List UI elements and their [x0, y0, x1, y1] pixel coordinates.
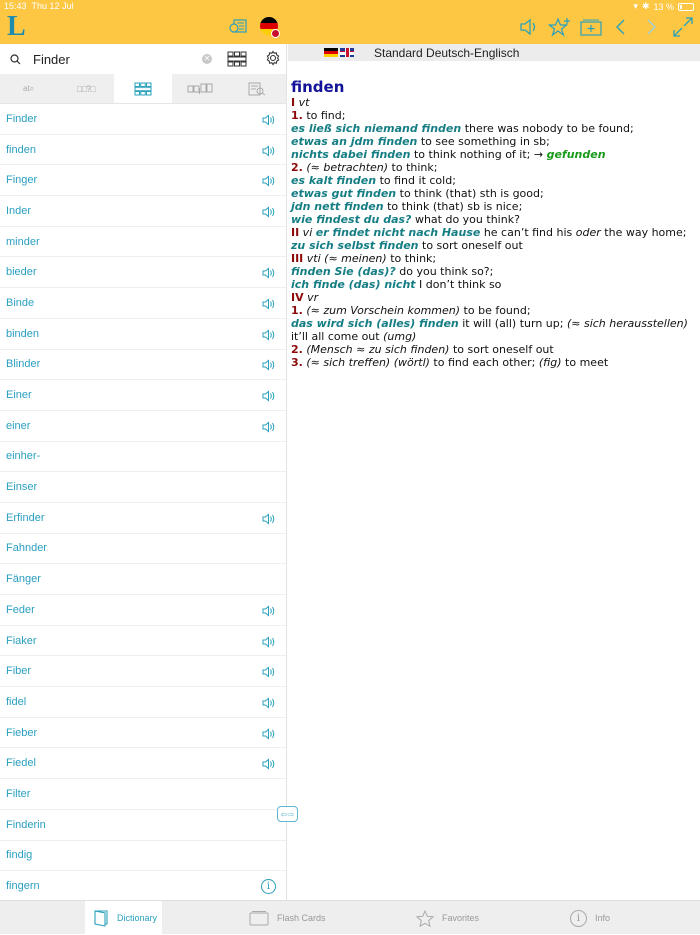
- entry-line: [291, 174, 697, 187]
- search-row: [0, 44, 286, 74]
- fulltext-search-icon: at⌕: [23, 83, 35, 93]
- search-icon: [10, 52, 21, 70]
- list-item[interactable]: [0, 319, 286, 350]
- tab-dictionary[interactable]: [85, 901, 162, 935]
- entry-text: to think;: [388, 161, 438, 174]
- tab-label: Favorites: [442, 913, 480, 923]
- entry-text: to find each other;: [429, 356, 539, 369]
- speaker-icon[interactable]: [262, 727, 276, 739]
- word-list: [0, 104, 286, 902]
- entry-text: to think nothing of it; →: [410, 148, 547, 161]
- uk-flag-icon: [340, 48, 354, 57]
- speaker-icon[interactable]: [262, 113, 276, 125]
- list-item[interactable]: [0, 350, 286, 381]
- word-label: Binde: [6, 296, 35, 309]
- entry-text: vti (≈ meinen): [303, 252, 387, 265]
- list-item[interactable]: [0, 503, 286, 534]
- entry-line: [291, 278, 697, 291]
- example-phrase: zu sich selbst finden: [291, 239, 419, 252]
- list-item[interactable]: [0, 748, 286, 779]
- translation-search-icon: [187, 82, 213, 96]
- speaker-icon[interactable]: [262, 757, 276, 769]
- speaker-icon[interactable]: [262, 174, 276, 186]
- list-item[interactable]: [0, 564, 286, 595]
- sense-number: III: [291, 252, 304, 265]
- search-mode-tabs: [0, 74, 286, 104]
- list-view-icon[interactable]: [227, 51, 247, 72]
- sense-number: IV: [291, 291, 304, 304]
- entry-panel: [288, 44, 700, 900]
- example-phrase: etwas gut finden: [291, 187, 397, 200]
- tab-wildcard-search[interactable]: [57, 74, 114, 103]
- speaker-icon[interactable]: [262, 696, 276, 708]
- entry-text: to think (that) sb is nice;: [383, 200, 523, 213]
- word-label: Erfinder: [6, 511, 45, 524]
- add-favorite-icon[interactable]: [548, 16, 572, 38]
- list-item[interactable]: [0, 626, 286, 657]
- date: Thu 12 Jul: [31, 1, 74, 11]
- dictionary-name: Standard Deutsch-Englisch: [374, 45, 520, 60]
- example-phrase: es ließ sich niemand finden: [291, 122, 462, 135]
- sense-number: 1.: [291, 109, 303, 122]
- entry-text: oder: [575, 226, 601, 239]
- entry-text: (≈ sich herausstellen): [566, 317, 688, 330]
- entry-text: it’ll all come out: [291, 330, 384, 343]
- back-icon[interactable]: [614, 18, 626, 36]
- list-item[interactable]: [0, 472, 286, 503]
- flash-cards-icon: [249, 910, 269, 926]
- word-label: Fiaker: [6, 634, 37, 647]
- star-icon: [416, 910, 434, 927]
- example-phrase: das wird sich (alles) finden: [291, 317, 459, 330]
- word-label: Fahnder: [6, 542, 47, 555]
- clear-search-icon[interactable]: ✕: [203, 54, 211, 63]
- speaker-icon[interactable]: [262, 389, 276, 401]
- entry-text: to sort oneself out: [418, 239, 523, 252]
- example-phrase: ich finde (das) nicht: [291, 278, 416, 291]
- list-item[interactable]: [0, 196, 286, 227]
- word-label: Finger: [6, 174, 38, 187]
- tab-label: Flash Cards: [277, 913, 326, 923]
- wifi-icon: ▾: [633, 1, 638, 11]
- speaker-icon[interactable]: [262, 328, 276, 340]
- entry-text: to see something in sb;: [417, 135, 550, 148]
- status-bar-right: [633, 1, 694, 12]
- word-label: Einser: [6, 481, 38, 494]
- entry-line: [291, 187, 697, 200]
- entry-text: (fig): [538, 356, 562, 369]
- word-label: Fieber: [6, 726, 38, 739]
- entry-line: [291, 226, 697, 239]
- word-label: Fänger: [6, 573, 41, 586]
- entry-text: (≈ sich treffen) (wörtl): [302, 356, 430, 369]
- speaker-icon[interactable]: [262, 665, 276, 677]
- word-label: Einer: [6, 389, 32, 402]
- sense-number: 2.: [291, 343, 303, 356]
- speaker-icon[interactable]: [519, 18, 539, 36]
- list-item[interactable]: [0, 135, 286, 166]
- list-item[interactable]: [0, 810, 286, 841]
- example-phrase: es kalt finden: [291, 174, 377, 187]
- example-phrase: jdn nett finden: [291, 200, 384, 213]
- dictionary-icon: [93, 909, 109, 927]
- entry-line: [291, 291, 697, 304]
- word-label: fidel: [6, 695, 27, 708]
- list-item[interactable]: [0, 595, 286, 626]
- entry-text: to be found;: [460, 304, 531, 317]
- word-list-panel: [0, 44, 287, 900]
- entry-line: [291, 200, 697, 213]
- tab-translation-search[interactable]: [172, 74, 229, 103]
- entry-body: [291, 96, 697, 369]
- add-flashcard-icon[interactable]: [580, 18, 602, 36]
- list-item[interactable]: [0, 871, 286, 902]
- tab-word-list[interactable]: [114, 74, 171, 103]
- entry-line: [291, 330, 697, 343]
- sense-number: 3.: [291, 356, 303, 369]
- entry-text: vi: [299, 226, 316, 239]
- list-item[interactable]: [0, 442, 286, 473]
- headword: finden: [291, 78, 345, 96]
- word-label: Finder: [6, 112, 38, 125]
- entry-text: to meet: [561, 356, 609, 369]
- word-label: Filter: [6, 787, 31, 800]
- entry-text: it will (all) turn up;: [458, 317, 567, 330]
- language-flags: [324, 48, 354, 57]
- word-label: fingern: [6, 880, 40, 893]
- sense-number: I: [291, 96, 296, 109]
- entry-line: [291, 96, 697, 109]
- app-logo: L: [7, 11, 26, 42]
- speaker-icon[interactable]: [262, 205, 276, 217]
- word-label: findig: [6, 849, 33, 862]
- expand-icon[interactable]: [672, 16, 694, 38]
- dictionary-header: [288, 44, 700, 61]
- word-label: einher-: [6, 450, 41, 463]
- speaker-icon[interactable]: [262, 297, 276, 309]
- list-item[interactable]: [0, 411, 286, 442]
- dictionary-entry: [288, 61, 700, 369]
- entry-line: [291, 148, 697, 161]
- list-item[interactable]: [0, 534, 286, 565]
- entry-text: I don’t think so: [415, 278, 502, 291]
- word-list-icon: [134, 82, 152, 96]
- entry-line: [291, 109, 697, 122]
- bluetooth-icon: ✱: [641, 1, 650, 11]
- entry-text: there was nobody to be found;: [461, 122, 634, 135]
- list-item[interactable]: [0, 718, 286, 749]
- list-item[interactable]: [0, 165, 286, 196]
- list-item[interactable]: [0, 104, 286, 135]
- speaker-icon[interactable]: [262, 604, 276, 616]
- wildcard-search-icon: □□?□: [77, 83, 95, 94]
- word-label: einer: [6, 419, 31, 432]
- entry-text: what do you think?: [411, 213, 520, 226]
- forward-icon[interactable]: [646, 18, 658, 36]
- word-label: Fiber: [6, 665, 32, 678]
- entry-line: [291, 343, 697, 356]
- speaker-icon[interactable]: [262, 358, 276, 370]
- entry-text: (≈ zum Vorschein kommen): [302, 304, 461, 317]
- entry-text: the way home;: [600, 226, 687, 239]
- word-label: Finderin: [6, 818, 46, 831]
- example-phrase: er findet nicht nach Hause: [315, 226, 481, 239]
- word-label: Blinder: [6, 358, 41, 371]
- gear-icon[interactable]: [265, 50, 281, 71]
- tab-label: Dictionary: [117, 913, 158, 923]
- entry-text: to find it cold;: [376, 174, 456, 187]
- tab-history[interactable]: [229, 74, 286, 103]
- battery-percent: 13 %: [653, 1, 674, 12]
- speaker-icon[interactable]: [262, 144, 276, 156]
- entry-text: vr: [303, 291, 319, 304]
- time: 15:43: [4, 1, 27, 11]
- speaker-icon[interactable]: [262, 420, 276, 432]
- word-label: binden: [6, 327, 40, 340]
- entry-text: (≈ betrachten): [302, 161, 389, 174]
- list-item[interactable]: [0, 288, 286, 319]
- tab-fulltext-search[interactable]: [0, 74, 57, 103]
- sense-number: 1.: [291, 304, 303, 317]
- entry-text: (Mensch ≈ zu sich finden): [302, 343, 450, 356]
- flashcard-icon[interactable]: [229, 19, 247, 35]
- tab-info[interactable]: [570, 901, 610, 935]
- word-label: bieder: [6, 266, 37, 279]
- entry-text: to sort oneself out: [449, 343, 554, 356]
- info-icon: i: [570, 910, 587, 927]
- entry-line: [291, 135, 697, 148]
- list-item[interactable]: [0, 227, 286, 258]
- speaker-icon[interactable]: [262, 266, 276, 278]
- sense-number: II: [291, 226, 300, 239]
- tab-label: Info: [595, 913, 611, 923]
- uk-flag-badge: [271, 29, 280, 38]
- resize-arrows-icon: ⇦⇨: [280, 809, 295, 819]
- entry-text: to find;: [302, 109, 346, 122]
- entry-line: [291, 213, 697, 226]
- word-label: minder: [6, 235, 40, 248]
- word-label: finden: [6, 143, 36, 156]
- entry-text: to think (that) sth is good;: [396, 187, 544, 200]
- speaker-icon[interactable]: [262, 635, 276, 647]
- entry-line: [291, 239, 697, 252]
- entry-text: to think;: [386, 252, 437, 265]
- entry-line: [291, 122, 697, 135]
- word-label: Fiedel: [6, 757, 36, 770]
- search-input[interactable]: [33, 50, 193, 68]
- info-icon[interactable]: i: [261, 879, 276, 894]
- bottom-tab-bar: [0, 900, 700, 934]
- word-label: Inder: [6, 204, 32, 217]
- entry-line: [291, 161, 697, 174]
- example-phrase: nichts dabei finden: [291, 148, 411, 161]
- battery-icon: [678, 3, 694, 11]
- entry-line: [291, 356, 697, 369]
- entry-line: [291, 265, 697, 278]
- example-phrase: etwas an jdm finden: [291, 135, 418, 148]
- entry-line: [291, 304, 697, 317]
- german-flag-icon: [324, 48, 338, 57]
- entry-text: (umg): [383, 330, 417, 343]
- entry-text: he can’t find his: [480, 226, 576, 239]
- list-item[interactable]: [0, 380, 286, 411]
- list-item[interactable]: [0, 841, 286, 872]
- tab-favorites[interactable]: [416, 901, 479, 935]
- example-phrase: finden Sie (das)?: [291, 265, 396, 278]
- list-item[interactable]: [0, 687, 286, 718]
- split-resize-handle[interactable]: [277, 806, 298, 822]
- entry-line: [291, 252, 697, 265]
- top-toolbar: [0, 0, 700, 44]
- list-item[interactable]: [0, 656, 286, 687]
- cross-reference-link[interactable]: gefunden: [546, 148, 606, 161]
- entry-line: [291, 317, 697, 330]
- entry-text: vt: [295, 96, 310, 109]
- tab-flash-cards[interactable]: [249, 901, 326, 935]
- status-bar-time: [4, 1, 74, 11]
- history-icon: [248, 82, 266, 96]
- list-item[interactable]: [0, 257, 286, 288]
- example-phrase: wie findest du das?: [291, 213, 412, 226]
- entry-text: do you think so?;: [395, 265, 494, 278]
- word-label: Feder: [6, 603, 35, 616]
- list-item[interactable]: [0, 779, 286, 810]
- speaker-icon[interactable]: [262, 512, 276, 524]
- sense-number: 2.: [291, 161, 303, 174]
